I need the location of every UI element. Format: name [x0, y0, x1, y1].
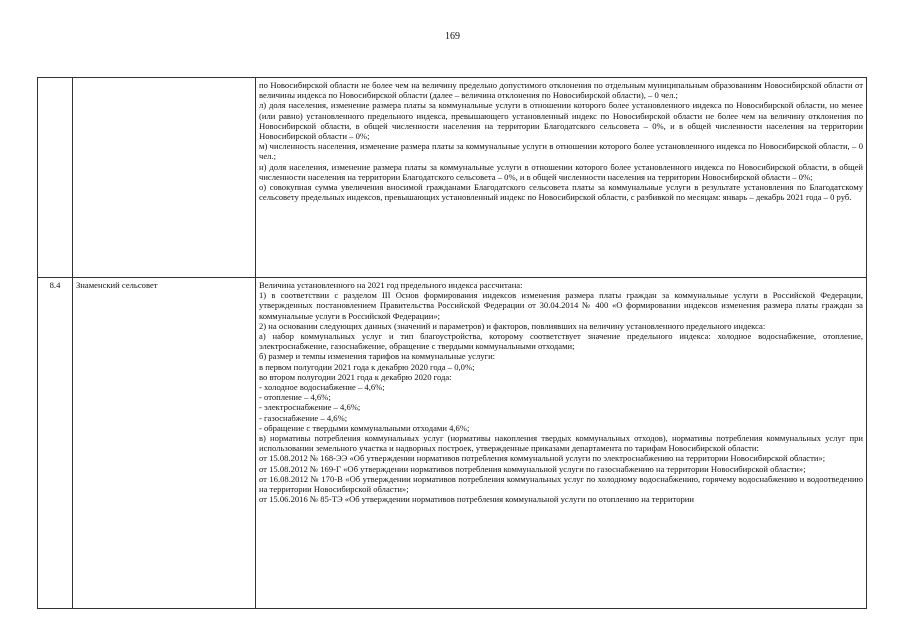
indices-table: [37, 77, 867, 609]
paragraph: Величина установленного на 2021 год предельного индекса рассчитана:: [259, 280, 523, 290]
paragraph: - обращение с твердыми коммунальными отходами 4,6%;: [259, 422, 470, 433]
paragraph: 1) в соответствии с разделом III Основ формирования индексов изменения размера платы граждан за коммунальные услуги в Российской Федерации, утвержденных постановлением Правительства Российской Федерации от 30.04.2014 № 400 «О формировании индексов изменения размера платы граждан за коммунальные услуги в Российской Федерации»;: [259, 290, 863, 321]
paragraph: а) набор коммунальных услуг и тип благоустройства, которому соответствует значение предельного индекса: холодное водоснабжение, отопление, электроснабжение, газоснабжение, обращение с твердыми коммунальными отходами;: [259, 331, 863, 352]
table-row: [38, 278, 867, 609]
paragraph: в первом полугодии 2021 года к декабрю 2020 года – 0,0%;: [259, 361, 475, 372]
page-number: 169: [445, 31, 460, 42]
paragraph: во втором полугодии 2021 года к декабрю 2020 года:: [259, 371, 452, 382]
row-number: [38, 78, 73, 278]
paragraph: - газоснабжение – 4,6%;: [259, 412, 348, 423]
row-content: [256, 278, 867, 609]
row-number: 8.4: [38, 278, 73, 609]
municipality-name: [73, 78, 256, 278]
paragraph: - отопление – 4,6%;: [259, 392, 331, 403]
row-content: [256, 78, 867, 278]
paragraph: от 16.08.2012 № 170-В «Об утверждении нормативов потребления коммунальных услуг по холодному водоснабжению, горячему водоснабжению и водоотведению на территории Новосибирской области»;: [259, 473, 863, 495]
paragraph: л) доля населения, изменение размера платы за коммунальные услуги в отношении которого более установленного индекса по Новосибирской области, но менее (или равно) установленного предельного индекса, превышающего установленный индекс по Новосибирской области не более чем на величину отклонения по Новосибирской области, в общей численности населения на территории Благодатского сельсовета – 0%, и в общей численности населения на территории Новосибирской области – 0%;: [259, 100, 863, 142]
paragraph: от 15.08.2012 № 169-Г «Об утверждении нормативов потребления коммунальной услуги по газоснабжению на территории Новосибирской области»;: [259, 463, 806, 474]
paragraph: о) совокупная сумма увеличения вносимой гражданами Благодатского сельсовета платы за коммунальные услуги в результате установления по Благодатскому сельсовету предельных индексов, превышающих установленный индекс по Новосибирской области, с разбивкой по месяцам: январь – декабрь 2021 года – 0 руб.: [259, 182, 863, 203]
paragraph: 2) на основании следующих данных (значений и параметров) и факторов, повлиявших на величину установленного предельного индекса:: [259, 320, 766, 331]
paragraph: - электроснабжение – 4,6%;: [259, 402, 361, 413]
paragraph: б) размер и темпы изменения тарифов на коммунальные услуги:: [259, 351, 496, 362]
municipality-name: Знаменский сельсовет: [73, 278, 256, 609]
paragraph: м) численность населения, изменение размера платы за коммунальные услуги в отношении которого более установленного индекса по Новосибирской области, – 0 чел.;: [259, 141, 863, 162]
table-row: [38, 78, 867, 278]
paragraph: по Новосибирской области не более чем на величину предельно допустимого отклонения по отдельным муниципальным образованиям Новосибирской области от величины индекса по Новосибирской области (далее – величина отклонения по Новосибирской области), – 0 чел.;: [259, 80, 863, 101]
paragraph: - холодное водоснабжение – 4,6%;: [259, 382, 385, 393]
paragraph: в) нормативы потребления коммунальных услуг (нормативы накопления твердых коммунальных отходов), нормативы потребления коммунальных услуг при использовании земельного участка и надворных построек, утвержденные приказами департамента по тарифам Новосибирской области:: [259, 433, 863, 454]
paragraph: от 15.06.2016 № 85-ТЭ «Об утверждении нормативов потребления коммунальной услуги по отоплению на территории: [259, 494, 694, 505]
paragraph: от 15.08.2012 № 168-ЭЭ «Об утверждении нормативов потребления коммунальной услуги по электроснабжению на территории Новосибирской области»;: [259, 453, 826, 464]
paragraph: н) доля населения, изменение размера платы за коммунальные услуги в отношении которого более установленного индекса по Новосибирской области, в общей численности населения на территории Благодатского сельсовета – 0%, и в общей численности населения на территории Новосибирской области – 0%;: [259, 161, 863, 182]
